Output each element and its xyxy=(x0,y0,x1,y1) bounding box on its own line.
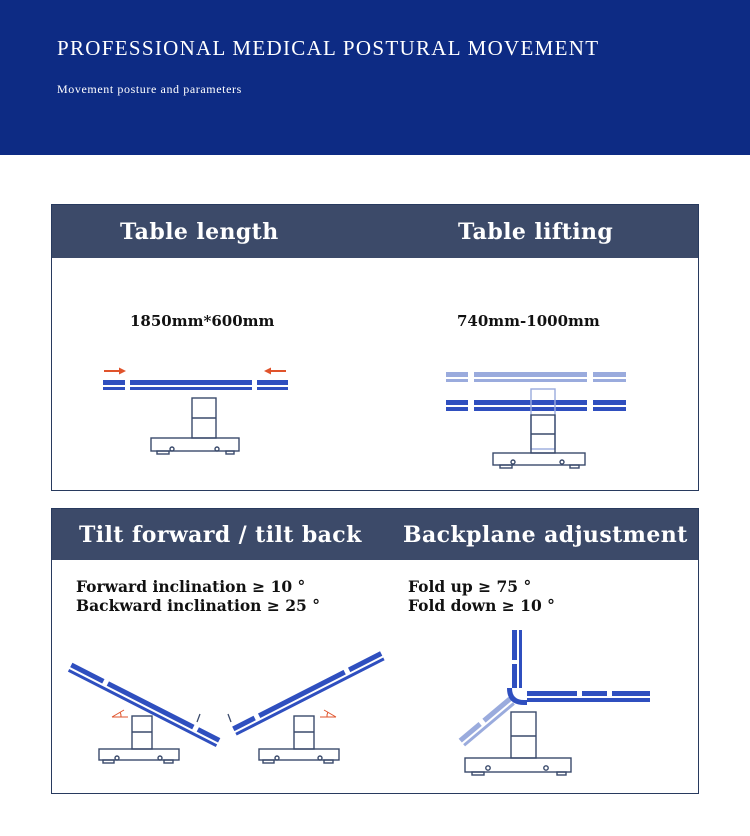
fold-up-text: Fold up ≥ 75 ° xyxy=(408,577,532,596)
page-title: PROFESSIONAL MEDICAL POSTURAL MOVEMENT xyxy=(57,36,600,60)
table-length-heading: Table length xyxy=(120,219,279,245)
table-lifting-heading: Table lifting xyxy=(458,219,614,245)
page-subtitle: Movement posture and parameters xyxy=(57,82,242,96)
backward-inclination-text: Backward inclination ≥ 25 ° xyxy=(76,596,320,615)
tilt-heading: Tilt forward / tilt back xyxy=(79,522,362,548)
fold-down-text: Fold down ≥ 10 ° xyxy=(408,596,555,615)
table-lifting-value: 740mm-1000mm xyxy=(457,312,600,330)
backplane-heading: Backplane adjustment xyxy=(403,522,688,548)
column-base-backplane-icon xyxy=(465,712,571,775)
table-length-value: 1850mm*600mm xyxy=(130,312,275,330)
fold-up-backplane-icon xyxy=(507,630,527,705)
flat-seat-icon xyxy=(527,691,650,702)
fold-down-ghost-icon xyxy=(459,697,515,746)
forward-inclination-text: Forward inclination ≥ 10 ° xyxy=(76,577,306,596)
